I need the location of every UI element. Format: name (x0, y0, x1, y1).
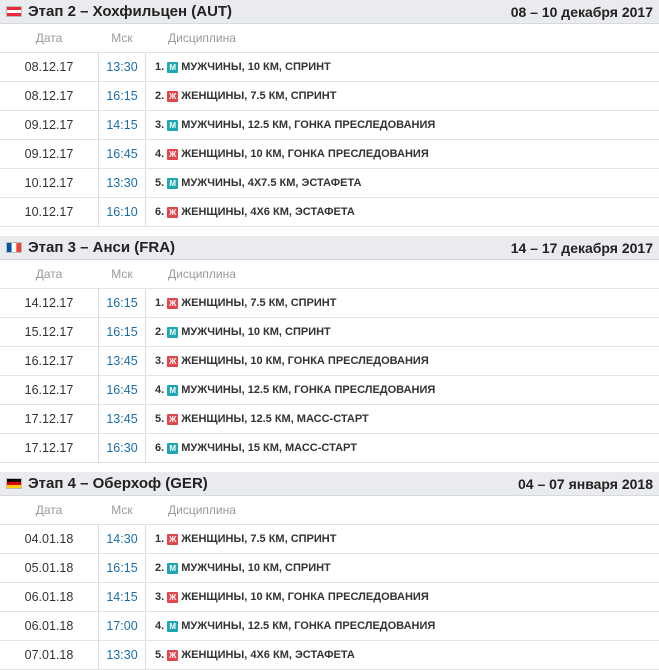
table-row (0, 347, 659, 376)
stage-dates: 14 – 17 декабря 2017 (510, 239, 653, 256)
stage-dates: 04 – 07 января 2018 (517, 475, 653, 492)
race-time-link[interactable]: 13:30 (98, 641, 146, 669)
column-date: Дата (35, 267, 63, 281)
discipline-label: ЖЕНЩИНЫ, 4Х6 КМ, ЭСТАФЕТА (181, 206, 355, 218)
race-discipline (146, 148, 429, 160)
race-discipline (146, 177, 361, 189)
austria-flag (6, 6, 22, 17)
race-date: 08.12.17 (24, 60, 74, 74)
race-date: 05.01.18 (24, 561, 74, 575)
race-number: 2. (155, 562, 165, 574)
women-badge-icon: Ж (169, 149, 177, 159)
race-date: 07.01.18 (24, 648, 74, 662)
race-number: 4. (155, 620, 165, 632)
race-number: 1. (155, 61, 165, 73)
stage-title: Этап 3 – Анси (FRA) (28, 239, 176, 256)
table-row (0, 289, 659, 318)
race-date: 15.12.17 (24, 325, 74, 339)
race-discipline (146, 562, 331, 574)
stage-section (0, 236, 659, 463)
race-discipline (146, 90, 336, 102)
women-badge-icon: Ж (169, 298, 177, 308)
column-header-row (0, 24, 659, 53)
table-row (0, 318, 659, 347)
race-date: 10.12.17 (24, 176, 74, 190)
table-row (0, 53, 659, 82)
men-badge-icon: М (167, 120, 178, 131)
race-number: 6. (155, 442, 165, 454)
discipline-label: ЖЕНЩИНЫ, 12.5 КМ, МАСС-СТАРТ (181, 413, 369, 425)
discipline-label: МУЖЧИНЫ, 12.5 КМ, ГОНКА ПРЕСЛЕДОВАНИЯ (181, 119, 436, 131)
race-date: 08.12.17 (24, 89, 74, 103)
discipline-label: ЖЕНЩИНЫ, 7.5 КМ, СПРИНТ (181, 533, 337, 545)
stage-section (0, 472, 659, 670)
women-badge-icon: Ж (169, 356, 177, 366)
discipline-label: МУЖЧИНЫ, 10 КМ, СПРИНТ (181, 61, 331, 73)
race-date: 17.12.17 (24, 441, 74, 455)
stage-title: Этап 4 – Оберхоф (GER) (28, 475, 208, 492)
race-discipline (146, 206, 355, 218)
race-number: 2. (155, 90, 165, 102)
race-number: 4. (155, 148, 165, 160)
column-date: Дата (35, 503, 63, 517)
discipline-label: МУЖЧИНЫ, 12.5 КМ, ГОНКА ПРЕСЛЕДОВАНИЯ (181, 620, 436, 632)
column-msk: Мск (111, 31, 133, 45)
discipline-label: ЖЕНЩИНЫ, 10 КМ, ГОНКА ПРЕСЛЕДОВАНИЯ (181, 591, 429, 603)
race-number: 3. (155, 591, 165, 603)
column-msk: Мск (111, 267, 133, 281)
discipline-label: МУЖЧИНЫ, 10 КМ, СПРИНТ (181, 326, 331, 338)
women-badge-icon: Ж (169, 534, 177, 544)
men-badge-icon: М (167, 62, 178, 73)
race-date: 16.12.17 (24, 354, 74, 368)
table-row (0, 641, 659, 670)
race-time-link[interactable]: 14:15 (98, 583, 146, 611)
men-badge-icon: М (167, 385, 178, 396)
race-discipline (146, 533, 336, 545)
race-discipline (146, 355, 429, 367)
column-discipline: Дисциплина (168, 267, 236, 281)
race-number: 5. (155, 177, 165, 189)
discipline-label: МУЖЧИНЫ, 4Х7.5 КМ, ЭСТАФЕТА (181, 177, 362, 189)
race-discipline (146, 413, 369, 425)
women-badge-icon: Ж (169, 91, 177, 101)
discipline-label: МУЖЧИНЫ, 12.5 КМ, ГОНКА ПРЕСЛЕДОВАНИЯ (181, 384, 436, 396)
table-row (0, 583, 659, 612)
race-number: 4. (155, 384, 165, 396)
column-header-row (0, 260, 659, 289)
race-time-link[interactable]: 16:15 (98, 289, 146, 317)
race-time-link[interactable]: 13:30 (98, 53, 146, 81)
germany-flag (6, 478, 22, 489)
race-date: 14.12.17 (24, 296, 74, 310)
discipline-label: МУЖЧИНЫ, 15 КМ, МАСС-СТАРТ (181, 442, 357, 454)
table-row (0, 525, 659, 554)
race-discipline (146, 61, 331, 73)
race-number: 5. (155, 649, 165, 661)
table-row (0, 376, 659, 405)
race-date: 04.01.18 (24, 532, 74, 546)
race-discipline (146, 442, 357, 454)
column-header-row (0, 496, 659, 525)
race-discipline (146, 620, 435, 632)
stage-header (0, 0, 659, 24)
table-row (0, 612, 659, 641)
race-time-link[interactable]: 13:45 (98, 405, 146, 433)
race-time-link[interactable]: 13:45 (98, 347, 146, 375)
table-row (0, 405, 659, 434)
table-row (0, 140, 659, 169)
stage-header (0, 472, 659, 496)
table-row (0, 169, 659, 198)
discipline-label: МУЖЧИНЫ, 10 КМ, СПРИНТ (181, 562, 331, 574)
table-row (0, 111, 659, 140)
race-time-link[interactable]: 14:30 (98, 525, 146, 553)
race-number: 1. (155, 533, 165, 545)
race-number: 3. (155, 119, 165, 131)
race-number: 3. (155, 355, 165, 367)
table-row (0, 82, 659, 111)
stage-gap (0, 463, 659, 472)
race-number: 6. (155, 206, 165, 218)
race-date: 17.12.17 (24, 412, 74, 426)
stage-dates: 08 – 10 декабря 2017 (510, 3, 653, 20)
women-badge-icon: Ж (169, 207, 177, 217)
race-discipline (146, 326, 331, 338)
men-badge-icon: М (167, 621, 178, 632)
discipline-label: ЖЕНЩИНЫ, 10 КМ, ГОНКА ПРЕСЛЕДОВАНИЯ (181, 355, 429, 367)
women-badge-icon: Ж (169, 414, 177, 424)
women-badge-icon: Ж (169, 592, 177, 602)
race-time-link[interactable]: 16:10 (98, 198, 146, 226)
stage-header (0, 236, 659, 260)
discipline-label: ЖЕНЩИНЫ, 7.5 КМ, СПРИНТ (181, 297, 337, 309)
race-discipline (146, 119, 435, 131)
discipline-label: ЖЕНЩИНЫ, 10 КМ, ГОНКА ПРЕСЛЕДОВАНИЯ (181, 148, 429, 160)
race-time-link[interactable]: 13:30 (98, 169, 146, 197)
table-row (0, 198, 659, 227)
column-msk: Мск (111, 503, 133, 517)
stage-section (0, 0, 659, 227)
race-time-link[interactable]: 14:15 (98, 111, 146, 139)
column-date: Дата (35, 31, 63, 45)
race-discipline (146, 591, 429, 603)
race-discipline (146, 649, 355, 661)
race-time-link[interactable]: 16:15 (98, 554, 146, 582)
race-time-link[interactable]: 16:45 (98, 140, 146, 168)
race-date: 10.12.17 (24, 205, 74, 219)
france-flag (6, 242, 22, 253)
men-badge-icon: М (167, 178, 178, 189)
table-row (0, 434, 659, 463)
race-number: 2. (155, 326, 165, 338)
race-time-link[interactable]: 16:45 (98, 376, 146, 404)
race-time-link[interactable]: 17:00 (98, 612, 146, 640)
stage-title: Этап 2 – Хохфильцен (AUT) (28, 3, 233, 20)
race-number: 5. (155, 413, 165, 425)
race-date: 09.12.17 (24, 118, 74, 132)
race-time-link[interactable]: 16:15 (98, 318, 146, 346)
women-badge-icon: Ж (169, 650, 177, 660)
men-badge-icon: М (167, 443, 178, 454)
race-date: 06.01.18 (24, 619, 74, 633)
race-number: 1. (155, 297, 165, 309)
race-date: 09.12.17 (24, 147, 74, 161)
race-date: 16.12.17 (24, 383, 74, 397)
column-discipline: Дисциплина (168, 503, 236, 517)
men-badge-icon: М (167, 563, 178, 574)
race-date: 06.01.18 (24, 590, 74, 604)
race-time-link[interactable]: 16:15 (98, 82, 146, 110)
stage-gap (0, 227, 659, 236)
race-discipline (146, 297, 336, 309)
men-badge-icon: М (167, 327, 178, 338)
column-discipline: Дисциплина (168, 31, 236, 45)
table-row (0, 554, 659, 583)
discipline-label: ЖЕНЩИНЫ, 7.5 КМ, СПРИНТ (181, 90, 337, 102)
race-discipline (146, 384, 435, 396)
race-time-link[interactable]: 16:30 (98, 434, 146, 462)
discipline-label: ЖЕНЩИНЫ, 4Х6 КМ, ЭСТАФЕТА (181, 649, 355, 661)
